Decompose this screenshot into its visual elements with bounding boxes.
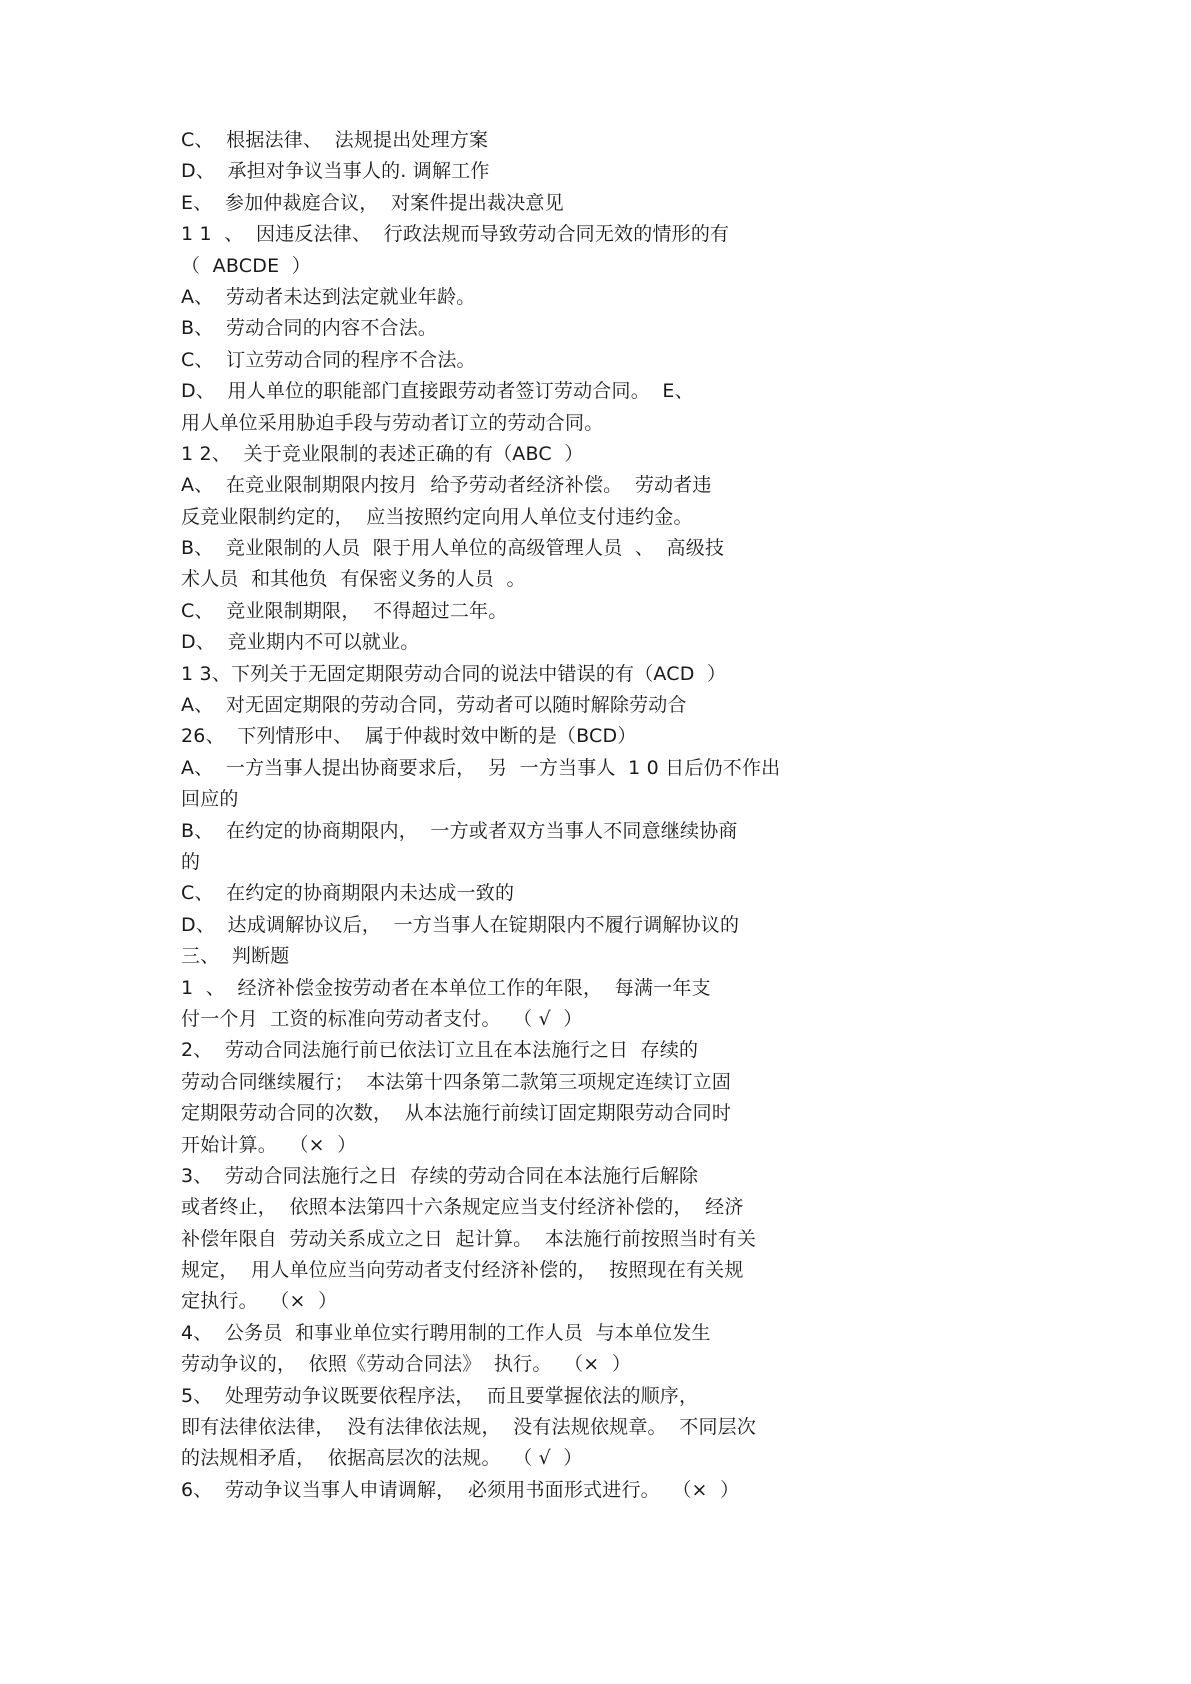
text-line: A、 一方当事人提出协商要求后， 另 一方当事人 1 0 日后仍不作出	[181, 756, 781, 779]
text-line: D、 竞业期内不可以就业。	[181, 631, 420, 654]
question-heading: 1 2、 关于竞业限制的表述正确的有（ABC ）	[181, 442, 584, 465]
text-line: 定期限劳动合同的次数， 从本法施行前续订固定期限劳动合同时	[181, 1102, 732, 1125]
question-heading: 1 3、下列关于无固定期限劳动合同的说法中错误的有（ACD ）	[181, 662, 727, 685]
text-line: 的	[181, 850, 201, 873]
text-line: 5、 处理劳动争议既要依程序法， 而且要掌握依法的顺序，	[181, 1384, 699, 1407]
text-line: B、 在约定的协商期限内， 一方或者双方当事人不同意继续协商	[181, 819, 738, 842]
text-line: 反竞业限制约定的， 应当按照约定向用人单位支付违约金。	[181, 505, 693, 528]
question-heading: 1 1 、 因违反法律、 行政法规而导致劳动合同无效的情形的有	[181, 223, 730, 246]
text-line: C、 订立劳动合同的程序不合法。	[181, 348, 476, 371]
text-line: 4、 公务员 和事业单位实行聘用制的工作人员 与本单位发生	[181, 1321, 711, 1344]
answer-key: （ ABCDE ）	[181, 254, 311, 277]
text-line: 开始计算。 （× ）	[181, 1133, 357, 1156]
text-line: A、 劳动者未达到法定就业年龄。	[181, 285, 476, 308]
text-line: C、 根据法律、 法规提出处理方案	[181, 129, 489, 151]
section-heading: 三、 判断题	[181, 945, 290, 968]
document-body	[181, 125, 841, 1506]
text-line: B、 劳动合同的内容不合法。	[181, 317, 438, 340]
text-line: 的法规相矛盾， 依据高层次的法规。 （ √ ）	[181, 1447, 583, 1470]
text-line: C、 在约定的协商期限内未达成一致的	[181, 882, 515, 905]
text-line: 2、 劳动合同法施行前已依法订立且在本法施行之日 存续的	[181, 1039, 699, 1062]
text-line: 即有法律依法律， 没有法律依法规， 没有法规依规章。 不同层次	[181, 1416, 757, 1439]
text-line: A、 对无固定期限的劳动合同，劳动者可以随时解除劳动合	[181, 694, 687, 717]
text-line: 6、 劳动争议当事人申请调解， 必须用书面形式进行。 （× ）	[181, 1478, 740, 1501]
text-line: 劳动合同继续履行； 本法第十四条第二款第三项规定连续订立固	[181, 1070, 732, 1093]
text-line: D、 达成调解协议后， 一方当事人在锭期限内不履行调解协议的	[181, 913, 740, 936]
text-line: 用人单位采用胁迫手段与劳动者订立的劳动合同。	[181, 411, 604, 434]
text-line: 补偿年限自 劳动关系成立之日 起计算。 本法施行前按照当时有关	[181, 1227, 757, 1250]
question-heading: 26、 下列情形中、 属于仲裁时效中断的是（BCD）	[181, 725, 637, 748]
text-line: B、 竞业限制的人员 限于用人单位的高级管理人员 、 高级技	[181, 537, 725, 560]
text-line: A、 在竞业限制期限内按月 给予劳动者经济补偿。 劳动者违	[181, 474, 712, 497]
text-line: 劳动争议的， 依照《劳动合同法》 执行。 （× ）	[181, 1353, 632, 1376]
text-line: D、 承担对争议当事人的. 调解工作	[181, 160, 490, 183]
text-line: C、 竞业限制期限， 不得超过二年。	[181, 599, 508, 622]
text-line: 1 、 经济补偿金按劳动者在本单位工作的年限， 每满一年支	[181, 976, 711, 999]
text-line: 定执行。 （× ）	[181, 1290, 338, 1313]
text-line: 3、 劳动合同法施行之日 存续的劳动合同在本法施行后解除	[181, 1164, 699, 1187]
text-line: E、 参加仲裁庭合议， 对案件提出裁决意见	[181, 191, 564, 214]
text-line: 规定， 用人单位应当向劳动者支付经济补偿的， 按照现在有关规	[181, 1259, 744, 1282]
text-line: 回应的	[181, 788, 239, 811]
text-line: 付一个月 工资的标准向劳动者支付。 （ √ ）	[181, 1007, 583, 1030]
text-line: D、 用人单位的职能部门直接跟劳动者签订劳动合同。 E、	[181, 380, 694, 403]
text-line: 或者终止， 依照本法第四十六条规定应当支付经济补偿的， 经济	[181, 1196, 744, 1219]
text-line: 术人员 和其他负 有保密义务的人员 。	[181, 568, 526, 591]
